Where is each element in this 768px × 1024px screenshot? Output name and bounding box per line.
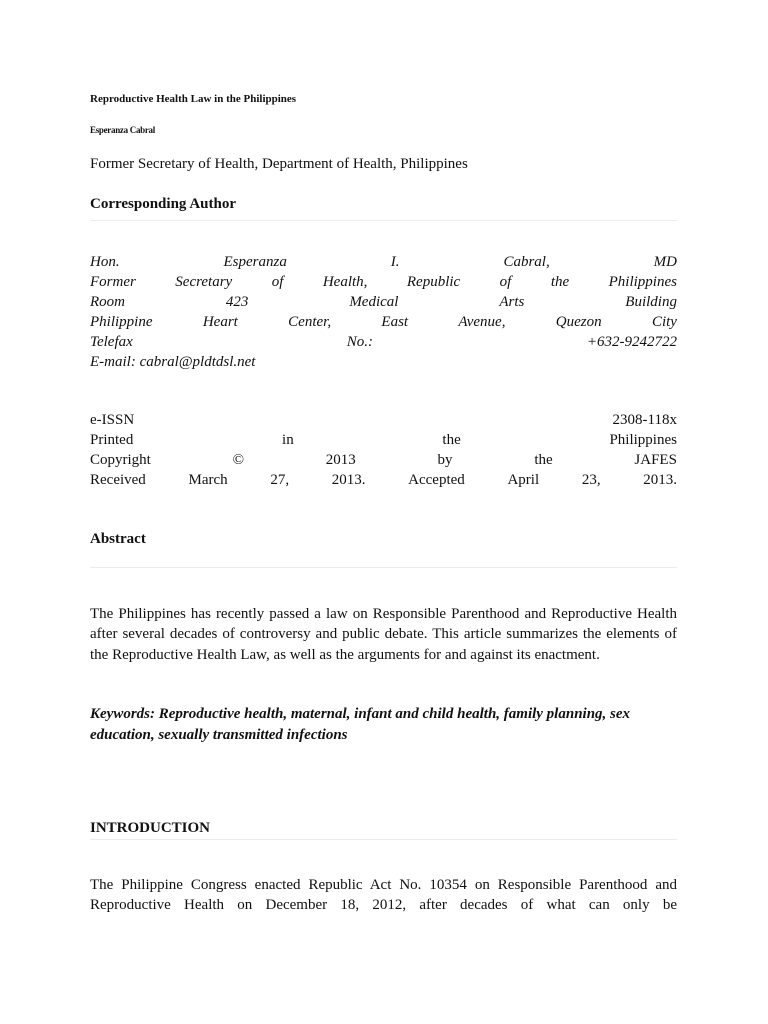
- contact-word: Esperanza: [223, 254, 287, 270]
- contact-word: Quezon: [555, 314, 602, 330]
- contact-word: Philippine: [90, 314, 153, 330]
- contact-word: Avenue,: [458, 314, 506, 330]
- pubinfo-word: the: [442, 432, 461, 448]
- pubinfo-word: April: [507, 472, 540, 488]
- contact-word: Secretary: [175, 274, 233, 290]
- pubinfo-line: [90, 430, 677, 450]
- pubinfo-word: Accepted: [408, 472, 465, 488]
- contact-word: Philippines: [608, 274, 677, 290]
- contact-word: 423: [225, 294, 249, 310]
- contact-line: [90, 252, 677, 272]
- contact-word: MD: [653, 254, 677, 270]
- contact-word: East: [381, 314, 409, 330]
- contact-word: the: [550, 274, 570, 290]
- contact-word: Heart: [202, 314, 238, 330]
- pubinfo-line: [90, 470, 677, 490]
- pubinfo-word: 2013: [325, 452, 356, 468]
- pubinfo-word: 2013.: [643, 472, 677, 488]
- pubinfo-word: e-ISSN: [90, 412, 135, 428]
- contact-word: Center,: [288, 314, 332, 330]
- contact-line: [90, 292, 677, 312]
- contact-line: [90, 272, 677, 292]
- contact-email: E-mail: cabral@pldtdsl.net: [90, 354, 256, 370]
- publication-info-block: [90, 410, 677, 490]
- pubinfo-word: by: [437, 452, 453, 468]
- pubinfo-word: Printed: [90, 432, 134, 448]
- pubinfo-word: Received: [90, 472, 146, 488]
- contact-line: [90, 312, 677, 332]
- contact-word: Former: [90, 274, 136, 290]
- pubinfo-line: [90, 410, 677, 430]
- corresponding-author-block: [90, 252, 677, 372]
- contact-line: [90, 332, 677, 352]
- abstract-paragraph: The Philippines has recently passed a law on Responsible Parenthood and Reproductive Health after several decades of controversy and public debate. This article summarizes the elements of the Reproductive Health Law, as well as the arguments for and against its enactment.: [90, 606, 677, 663]
- keywords-paragraph: Keywords: Reproductive health, maternal, infant and child health, family planning, sex education, sexually transmitted infections: [90, 706, 631, 743]
- contact-word: I.: [390, 254, 400, 270]
- contact-word: Medical: [349, 294, 399, 310]
- contact-word: City: [651, 314, 677, 330]
- pubinfo-word: the: [534, 452, 553, 468]
- contact-word: Cabral,: [503, 254, 550, 270]
- pubinfo-word: 23,: [581, 472, 601, 488]
- introduction-paragraph: The Philippine Congress enacted Republic Act No. 10354 on Responsible Parenthood and Reproductive Health on December 18, 2012, after decades of what can only be: [90, 877, 677, 914]
- pubinfo-word: JAFES: [634, 452, 677, 468]
- pubinfo-word: in: [282, 432, 294, 448]
- contact-word: No.:: [346, 334, 373, 350]
- contact-word: Republic: [406, 274, 461, 290]
- pubinfo-word: 2013.: [331, 472, 366, 488]
- pubinfo-word: 27,: [270, 472, 290, 488]
- pubinfo-word: 2308-118x: [612, 412, 677, 428]
- introduction-heading: INTRODUCTION: [90, 820, 677, 840]
- pubinfo-word: Philippines: [609, 432, 677, 448]
- author-affiliation: Former Secretary of Health, Department of Health, Philippines: [90, 156, 468, 172]
- pubinfo-line: [90, 450, 677, 470]
- contact-word: of: [271, 274, 284, 290]
- contact-word: Hon.: [90, 254, 120, 270]
- pubinfo-word: March: [188, 472, 228, 488]
- pubinfo-word: ©: [232, 452, 245, 468]
- pubinfo-word: Copyright: [90, 452, 151, 468]
- contact-word: Arts: [499, 294, 525, 310]
- abstract-heading: Abstract: [90, 531, 677, 568]
- document-title: Reproductive Health Law in the Philippines: [90, 93, 297, 105]
- contact-word: Telefax: [90, 334, 133, 350]
- author-name: Esperanza Cabral: [90, 125, 155, 135]
- contact-word: Health,: [322, 274, 368, 290]
- contact-word: Building: [625, 294, 677, 310]
- contact-word: +632-9242722: [586, 334, 677, 350]
- corresponding-author-heading: Corresponding Author: [90, 196, 677, 221]
- contact-word: of: [499, 274, 512, 290]
- contact-word: Room: [90, 294, 125, 310]
